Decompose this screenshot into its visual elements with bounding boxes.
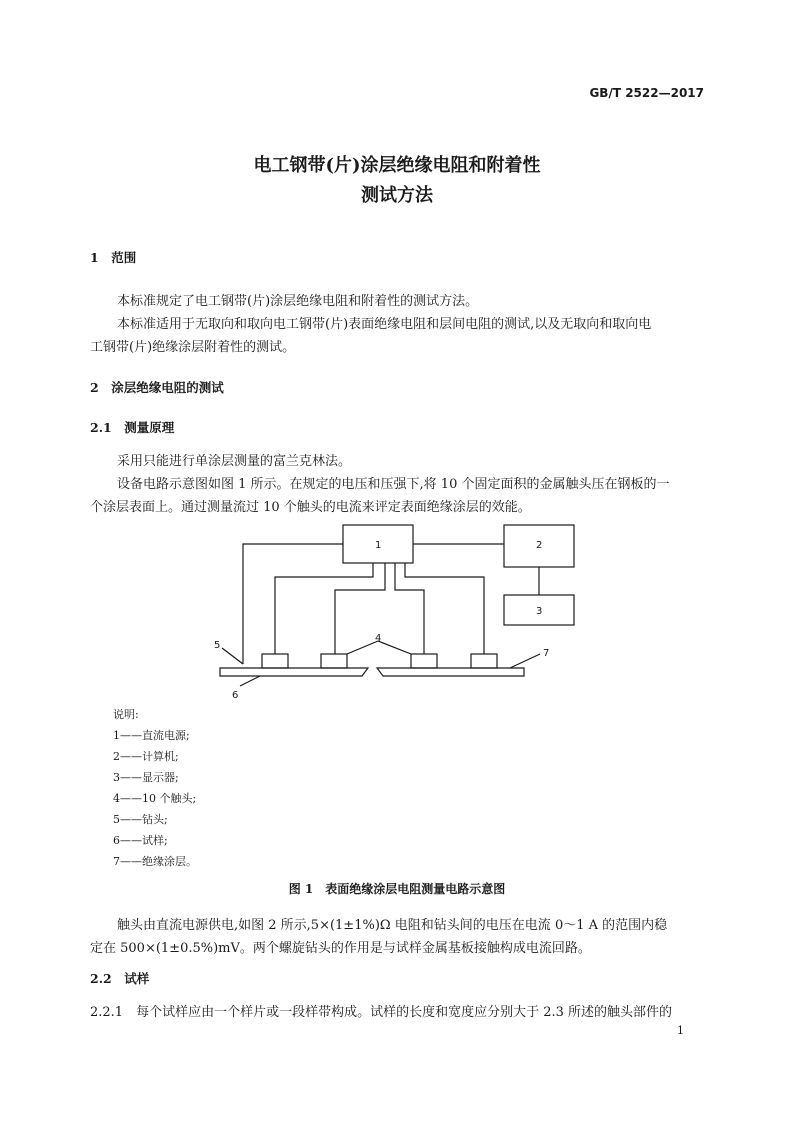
document-title-line1: 电工钢带(片)涂层绝缘电阻和附着性 <box>253 155 541 176</box>
contact-4 <box>471 654 497 668</box>
legend-item: 5——钻头; <box>113 813 168 826</box>
section-2-2-heading: 2.2 试样 <box>90 971 150 986</box>
label-sample: 6 <box>232 690 239 701</box>
section-2-heading: 2 涂层绝缘电阻的测试 <box>90 380 224 395</box>
label-coating: 7 <box>543 648 550 659</box>
figure-1-caption: 图 1 表面绝缘涂层电阻测量电路示意图 <box>288 882 506 896</box>
section-2-1-paragraph-2-line-2: 个涂层表面上。通过测量流过 10 个触头的电流来评定表面绝缘涂层的效能。 <box>90 500 531 515</box>
standard-number: GB/T 2522—2017 <box>589 86 704 100</box>
section-1-paragraph-2-line-2: 工钢带(片)绝缘涂层附着性的测试。 <box>90 340 296 355</box>
sample-strip-left <box>220 668 368 676</box>
legend-title: 说明: <box>113 708 139 721</box>
figure-1-circuit-diagram <box>210 520 550 702</box>
legend-item: 4——10 个触头; <box>113 792 197 805</box>
label-contacts: 4 <box>375 633 382 644</box>
section-2-1-paragraph-2-line-1: 设备电路示意图如图 1 所示。在规定的电压和压强下,将 10 个固定面积的金属触头压在钢板的一 <box>117 477 670 492</box>
section-2-1-heading: 2.1 测量原理 <box>90 420 175 435</box>
label-box-3: 3 <box>536 606 543 617</box>
label-drill: 5 <box>214 640 221 651</box>
page-number: 1 <box>677 1024 684 1037</box>
legend-item: 6——试样; <box>113 834 168 847</box>
after-figure-paragraph-line-2: 定在 500×(1±0.5%)mV。两个螺旋钻头的作用是与试样金属基板接触构成电流回路。 <box>90 941 591 956</box>
legend-item: 2——计算机; <box>113 750 179 763</box>
contact-3 <box>411 654 437 668</box>
contact-1 <box>262 654 288 668</box>
contact-2 <box>321 654 347 668</box>
section-2-1-paragraph-1: 采用只能进行单涂层测量的富兰克林法。 <box>117 454 352 469</box>
section-1-heading: 1 范围 <box>90 250 137 265</box>
section-1-paragraph-2-line-1: 本标准适用于无取向和取向电工钢带(片)表面绝缘电阻和层间电阻的测试,以及无取向和取向电 <box>117 317 652 332</box>
legend-item: 1——直流电源; <box>113 729 190 742</box>
document-title-line2: 测试方法 <box>361 185 433 206</box>
label-box-2: 2 <box>536 540 543 551</box>
legend-item: 7——绝缘涂层。 <box>113 855 197 868</box>
label-box-1: 1 <box>375 540 382 551</box>
after-figure-paragraph-line-1: 触头由直流电源供电,如图 2 所示,5×(1±1%)Ω 电阻和钻头间的电压在电流 0～1 A 的范围内稳 <box>117 918 668 933</box>
sample-strip-right <box>377 668 524 676</box>
section-1-paragraph-1: 本标准规定了电工钢带(片)涂层绝缘电阻和附着性的测试方法。 <box>117 294 479 309</box>
legend-item: 3——显示器; <box>113 771 179 784</box>
clause-2-2-1: 2.2.1 每个试样应由一个样片或一段样带构成。试样的长度和宽度应分别大于 2.3 所述的触头部件的 <box>90 1005 673 1020</box>
